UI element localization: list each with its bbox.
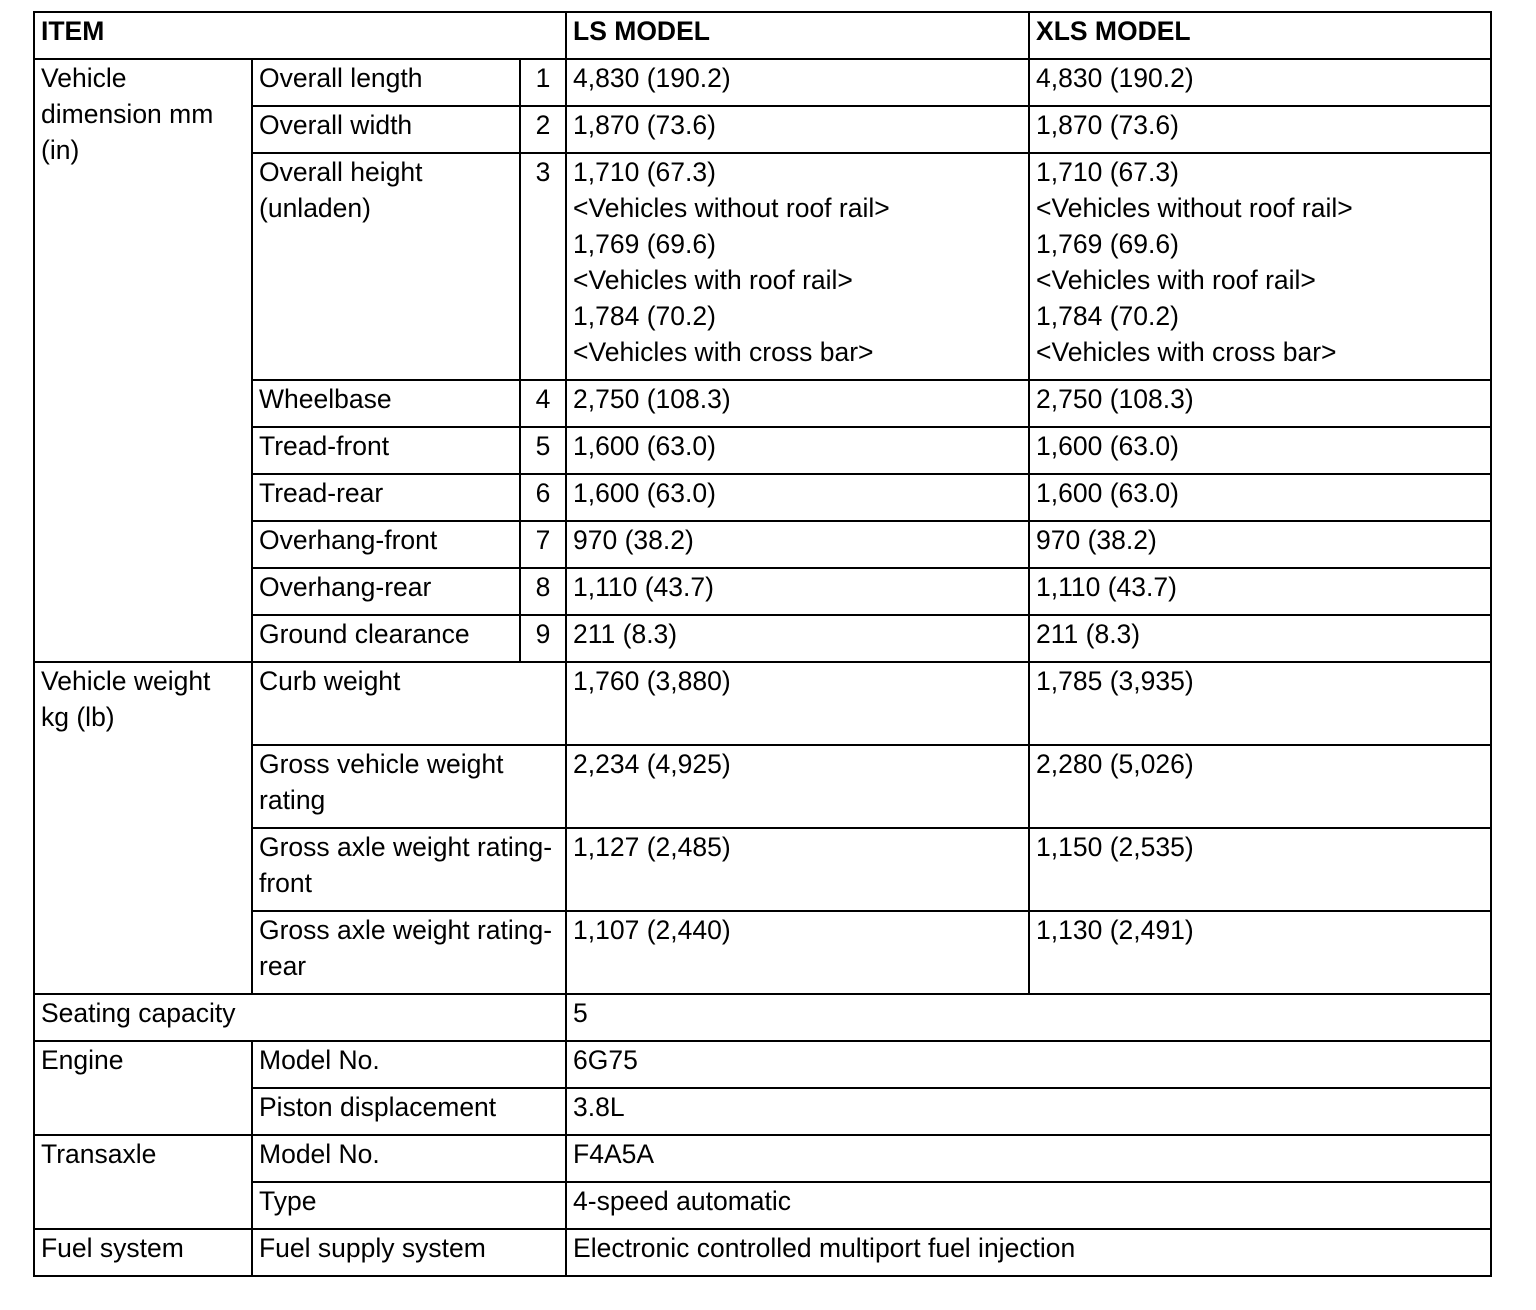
row-label: Tread-front [252, 427, 520, 474]
xls-value: 1,110 (43.7) [1029, 568, 1491, 615]
table-row [34, 745, 1491, 828]
table-row [34, 59, 1491, 106]
row-number: 7 [520, 521, 566, 568]
row-label: Overall height (unladen) [252, 153, 520, 380]
xls-value: 2,280 (5,026) [1029, 745, 1491, 828]
ls-value: 1,107 (2,440) [566, 911, 1029, 994]
table-row [34, 828, 1491, 911]
row-label: Model No. [252, 1135, 566, 1182]
table-row [34, 1182, 1491, 1229]
seating-capacity-label: Seating capacity [34, 994, 566, 1041]
ls-value: 2,234 (4,925) [566, 745, 1029, 828]
seating-capacity-value: 5 [566, 994, 1491, 1041]
xls-value: 1,600 (63.0) [1029, 474, 1491, 521]
table-row [34, 1135, 1491, 1182]
xls-value: 1,150 (2,535) [1029, 828, 1491, 911]
group-vehicle-dimension: Vehicle dimension mm (in) [34, 59, 252, 662]
table-row [34, 568, 1491, 615]
ls-value: 970 (38.2) [566, 521, 1029, 568]
engine-value: 6G75 [566, 1041, 1491, 1088]
engine-value: 3.8L [566, 1088, 1491, 1135]
table-row [34, 106, 1491, 153]
row-label: Type [252, 1182, 566, 1229]
table-row [34, 521, 1491, 568]
row-number: 9 [520, 615, 566, 662]
row-label: Gross vehicle weight rating [252, 745, 566, 828]
xls-value: 1,130 (2,491) [1029, 911, 1491, 994]
ls-value: 1,127 (2,485) [566, 828, 1029, 911]
row-label: Wheelbase [252, 380, 520, 427]
row-label: Overall width [252, 106, 520, 153]
row-label: Ground clearance [252, 615, 520, 662]
ls-value: 1,600 (63.0) [566, 427, 1029, 474]
table-row [34, 153, 1491, 380]
row-number: 6 [520, 474, 566, 521]
ls-value: 2,750 (108.3) [566, 380, 1029, 427]
row-label: Overhang-front [252, 521, 520, 568]
table-row [34, 474, 1491, 521]
transaxle-value: 4-speed automatic [566, 1182, 1491, 1229]
table-row [34, 1041, 1491, 1088]
header-row [34, 12, 1491, 59]
row-number: 1 [520, 59, 566, 106]
row-number: 8 [520, 568, 566, 615]
table-row [34, 911, 1491, 994]
table-row [34, 427, 1491, 474]
table-row [34, 662, 1491, 745]
row-label: Gross axle weight rating-rear [252, 911, 566, 994]
row-label: Overall length [252, 59, 520, 106]
group-transaxle: Transaxle [34, 1135, 252, 1229]
ls-value: 1,600 (63.0) [566, 474, 1029, 521]
row-label: Model No. [252, 1041, 566, 1088]
header-ls-model: LS MODEL [566, 12, 1029, 59]
table-row [34, 994, 1491, 1041]
xls-value: 970 (38.2) [1029, 521, 1491, 568]
row-number: 5 [520, 427, 566, 474]
table-row [34, 380, 1491, 427]
table-row [34, 1088, 1491, 1135]
xls-value: 1,710 (67.3) <Vehicles without roof rail> 1,769 (69.6) <Vehicles with roof rail> 1,784 (70.2) <Vehicles with cross bar> [1029, 153, 1491, 380]
header-xls-model: XLS MODEL [1029, 12, 1491, 59]
specifications-table [33, 11, 1492, 1277]
row-number: 4 [520, 380, 566, 427]
xls-value: 2,750 (108.3) [1029, 380, 1491, 427]
table-row [34, 615, 1491, 662]
ls-value: 1,870 (73.6) [566, 106, 1029, 153]
table-row [34, 1229, 1491, 1276]
row-label: Fuel supply system [252, 1229, 566, 1276]
xls-value: 211 (8.3) [1029, 615, 1491, 662]
xls-value: 1,600 (63.0) [1029, 427, 1491, 474]
fuel-value: Electronic controlled multiport fuel injection [566, 1229, 1491, 1276]
row-number: 2 [520, 106, 566, 153]
xls-value: 1,785 (3,935) [1029, 662, 1491, 745]
row-number: 3 [520, 153, 566, 380]
xls-value: 1,870 (73.6) [1029, 106, 1491, 153]
row-label: Curb weight [252, 662, 566, 745]
header-item: ITEM [34, 12, 566, 59]
transaxle-value: F4A5A [566, 1135, 1491, 1182]
ls-value: 1,760 (3,880) [566, 662, 1029, 745]
row-label: Piston displacement [252, 1088, 566, 1135]
row-label: Tread-rear [252, 474, 520, 521]
row-label: Overhang-rear [252, 568, 520, 615]
xls-value: 4,830 (190.2) [1029, 59, 1491, 106]
group-fuel-system: Fuel system [34, 1229, 252, 1276]
ls-value: 1,710 (67.3) <Vehicles without roof rail> 1,769 (69.6) <Vehicles with roof rail> 1,784 (70.2) <Vehicles with cross bar> [566, 153, 1029, 380]
group-vehicle-weight: Vehicle weight kg (lb) [34, 662, 252, 994]
group-engine: Engine [34, 1041, 252, 1135]
row-label: Gross axle weight rating-front [252, 828, 566, 911]
ls-value: 211 (8.3) [566, 615, 1029, 662]
ls-value: 4,830 (190.2) [566, 59, 1029, 106]
ls-value: 1,110 (43.7) [566, 568, 1029, 615]
